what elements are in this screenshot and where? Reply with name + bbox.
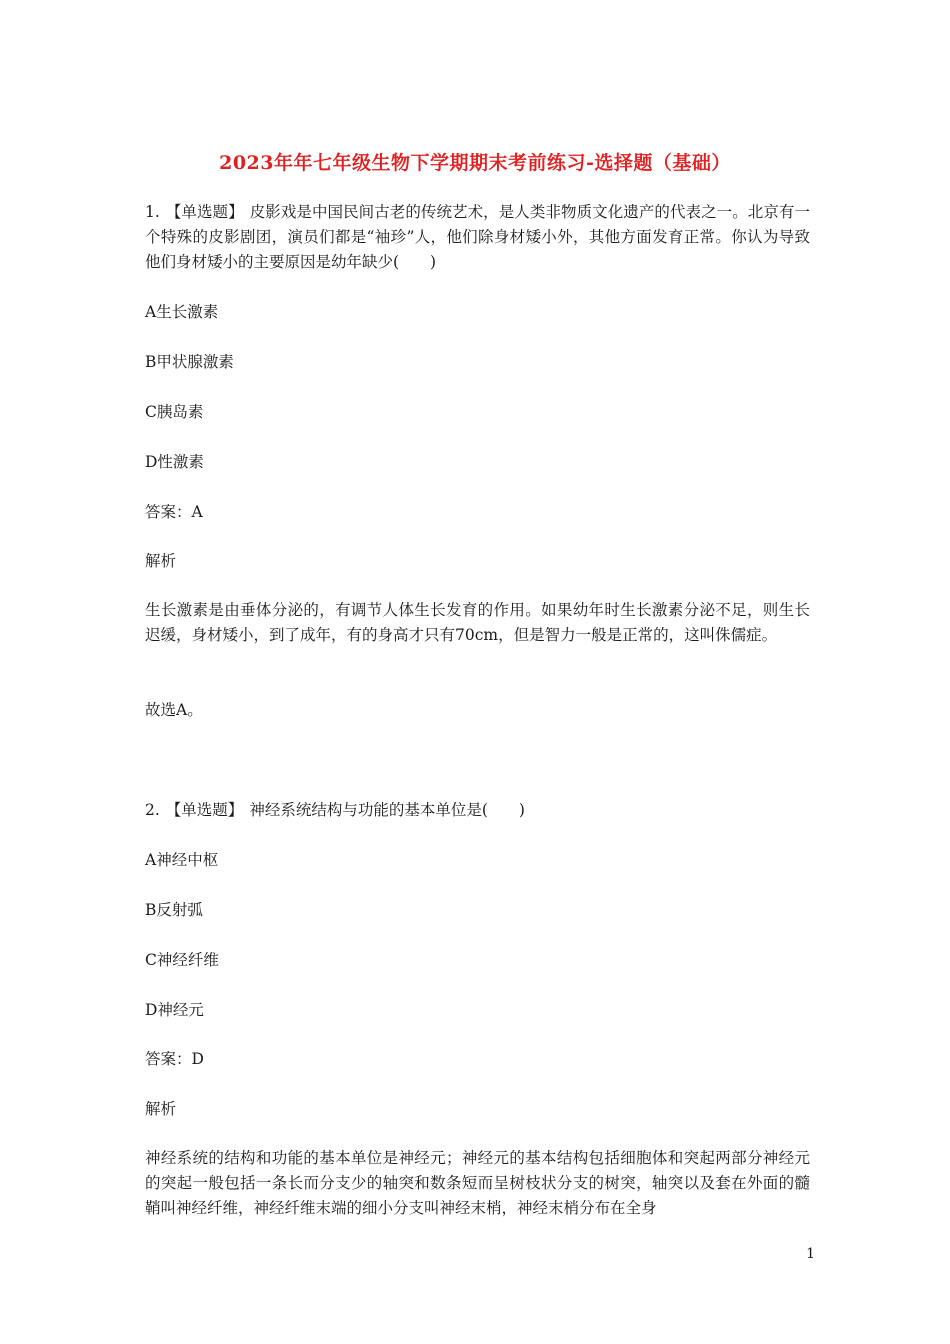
question-2-stem: 神经系统结构与功能的基本单位是( ) <box>249 801 525 819</box>
question-1-stem-block <box>145 200 810 275</box>
question-1-option-c: C胰岛素 <box>145 403 204 421</box>
question-1-stem: 皮影戏是中国民间古老的传统艺术，是人类非物质文化遗产的代表之一。北京有一个特殊的皮影剧团，演员们都是“袖珍”人，他们除身材矮小外，其他方面发育正常。你认为导致他们身材矮小的主要原因是幼年缺少( ) <box>145 203 810 271</box>
question-2-number: 2. <box>145 801 160 819</box>
question-1-analysis-label: 解析 <box>145 552 177 570</box>
page-number: 1 <box>806 1246 815 1262</box>
question-1-option-a: A生长激素 <box>145 303 219 321</box>
question-2-answer: 答案：D <box>145 1050 204 1068</box>
question-2-option-a: A神经中枢 <box>145 851 219 869</box>
question-2-option-b: B反射弧 <box>145 901 203 919</box>
question-2-option-c: C神经纤维 <box>145 951 219 969</box>
question-1-answer: 答案：A <box>145 503 203 521</box>
question-1-analysis: 生长激素是由垂体分泌的，有调节人体生长发育的作用。如果幼年时生长激素分泌不足，则生长迟缓，身材矮小，到了成年，有的身高才只有70cm，但是智力一般是正常的，这叫侏儒症。 <box>145 601 810 644</box>
question-2-option-d: D神经元 <box>145 1001 204 1019</box>
question-1-option-b: B甲状腺激素 <box>145 353 234 371</box>
question-2-analysis: 神经系统的结构和功能的基本单位是神经元；神经元的基本结构包括细胞体和突起两部分神经元的突起一般包括一条长而分支少的轴突和数条短而呈树枝状分支的树突，轴突以及套在外面的髓鞘叫神经纤维，神经纤维末端的细小分支叫神经末梢，神经末梢分布在全身 <box>145 1149 810 1217</box>
question-1-option-d: D性激素 <box>145 453 204 471</box>
question-2-stem-block <box>145 798 525 820</box>
question-1-conclusion: 故选A。 <box>145 701 203 719</box>
question-1-number: 1. <box>145 203 160 221</box>
page-title: 2023年年七年级生物下学期期末考前练习-选择题（基础） <box>219 152 731 174</box>
question-1-type: 【单选题】 <box>165 203 244 221</box>
question-2-type: 【单选题】 <box>165 801 244 819</box>
question-2-analysis-label: 解析 <box>145 1100 177 1118</box>
